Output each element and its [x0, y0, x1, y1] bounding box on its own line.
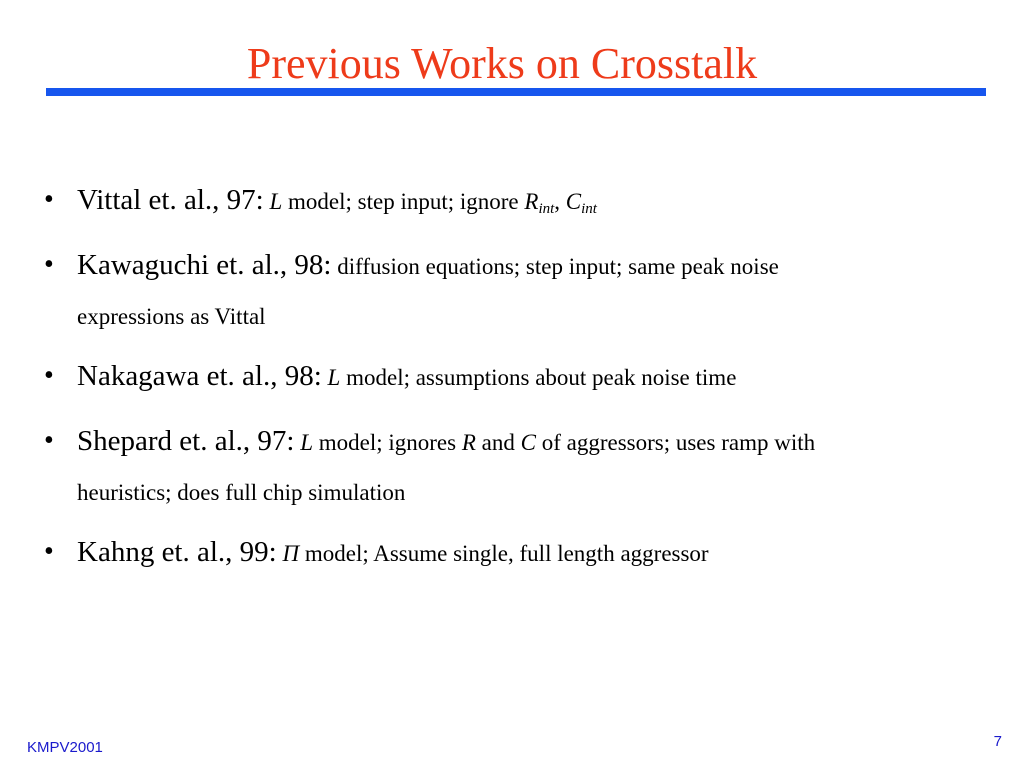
bullet-author: Nakagawa et. al., 98:	[77, 360, 322, 392]
bullet-list	[44, 176, 994, 593]
bullet-dot-icon: •	[44, 536, 54, 567]
bullet-dot-icon: •	[44, 249, 54, 280]
title-underline	[46, 88, 986, 96]
symbol-c: C	[520, 430, 536, 455]
bullet-text: model; Assume single, full length aggressor	[299, 541, 709, 566]
symbol-pi: Π	[282, 541, 300, 566]
bullet-text: of aggressors; uses ramp with	[535, 430, 816, 455]
bullet-item-nakagawa	[44, 352, 994, 405]
bullet-continuation: heuristics; does full chip simulation	[77, 480, 406, 505]
bullet-line	[77, 176, 994, 229]
bullet-item-shepard	[44, 417, 994, 516]
bullet-text: model; assumptions about peak noise time	[340, 365, 737, 390]
bullet-dot-icon: •	[44, 360, 54, 391]
bullet-item-kawaguchi	[44, 241, 994, 340]
subscript-int: int	[581, 201, 597, 217]
subscript-int: int	[538, 201, 555, 217]
footer-label: KMPV2001	[27, 739, 103, 756]
symbol-r: R	[461, 430, 476, 455]
bullet-text: ,	[554, 189, 566, 214]
bullet-line	[77, 241, 994, 294]
bullet-author: Kawaguchi et. al., 98:	[77, 249, 332, 281]
bullet-dot-icon: •	[44, 425, 54, 456]
symbol-l: L	[300, 430, 313, 455]
bullet-line	[77, 528, 994, 581]
bullet-author: Shepard et. al., 97:	[77, 425, 295, 457]
bullet-item-vittal	[44, 176, 994, 229]
bullet-text: and	[475, 430, 521, 455]
symbol-l: L	[269, 189, 283, 214]
bullet-dot-icon: •	[44, 184, 54, 215]
bullet-line	[77, 417, 994, 470]
bullet-author: Vittal et. al., 97:	[77, 184, 264, 216]
symbol-r: R	[524, 189, 539, 214]
page-number: 7	[993, 733, 1002, 750]
symbol-l: L	[327, 365, 341, 390]
bullet-author: Kahng et. al., 99:	[77, 536, 277, 568]
bullet-text: model; ignores	[313, 430, 462, 455]
slide-title: Previous Works on Crosstalk	[246, 39, 758, 88]
bullet-text: diffusion equations; step input; same peak noise	[331, 254, 779, 279]
bullet-text: model; step input; ignore	[282, 189, 525, 214]
symbol-c: C	[565, 189, 582, 214]
bullet-item-kahng	[44, 528, 994, 581]
bullet-continuation: expressions as Vittal	[77, 304, 266, 329]
bullet-line	[77, 352, 994, 405]
